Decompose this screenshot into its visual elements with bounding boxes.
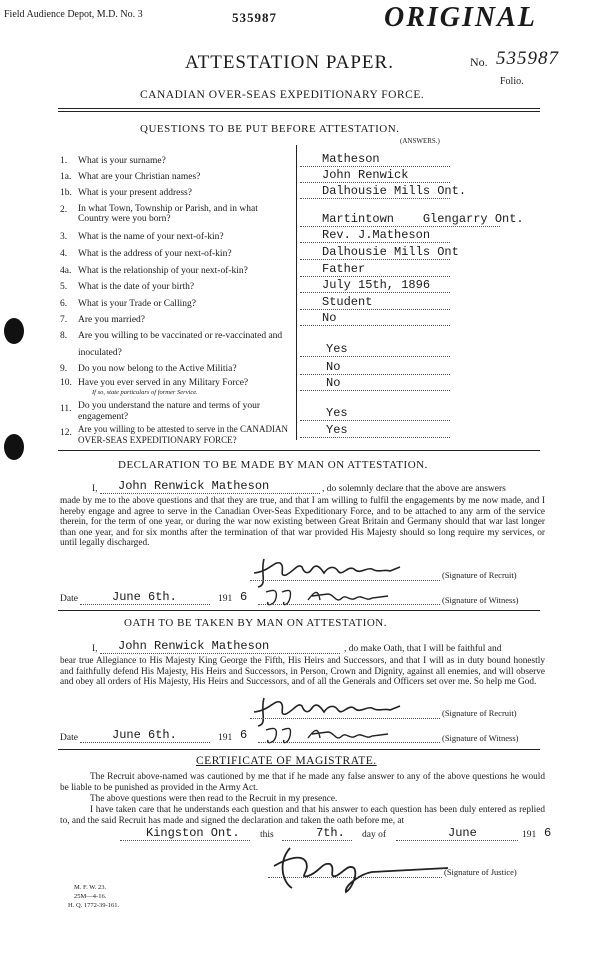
declaration-name-line [100,493,320,494]
footer-line-3: H. Q. 1772-39-161. [68,902,120,909]
declaration-recruit-sig-line [250,580,440,581]
header-rule-2 [58,111,540,112]
q4-number: 4. [60,249,68,259]
declaration-name: John Renwick Matheson [118,479,270,493]
oath-i: I, [92,644,98,654]
q10-subtext: If so, state particulars of former Service. [92,389,198,396]
declaration-date: June 6th. [112,590,177,604]
q6-answer-line [300,309,450,310]
q5-answer-line [300,292,450,293]
q2-answer: Martintown Glengarry Ont. [322,212,524,226]
q4-text: What is the address of your next-of-kin? [78,249,232,259]
corner-note: Field Audience Depot, M.D. No. 3 [4,9,143,20]
folio-label: Folio. [500,76,524,87]
document-title: ATTESTATION PAPER. [185,52,394,73]
certificate-this-label: this [260,830,274,840]
q4a-text: What is the relationship of your next-of-kin? [78,266,248,276]
q3-text: What is the name of your next-of-kin? [78,232,224,242]
header-rule-1 [58,108,540,109]
q5-number: 5. [60,282,68,292]
answers-divider [296,145,297,440]
certificate-heading: CERTIFICATE OF MAGISTRATE. [196,755,377,767]
oath-text: bear true Allegiance to His Majesty King George the Fifth, His Heirs and Successors, and that I will as in duty bound honestly and faithfully defend His Majesty, His Heirs and Successors, in Person, Crown and Dignity, against all enemies, and will observe and obey all orders of His Majesty, His Heirs and Successors, and of all the Generals and Officers set over me. So help me God. [60,656,545,687]
declaration-year-prefix: 191 [218,594,233,604]
q7-text: Are you married? [78,315,145,325]
punch-hole-top [4,318,24,344]
declaration-witness-sig-line [258,604,440,605]
q2-text: In what Town, Township or Parish, and in what Country were you born? [78,204,258,224]
certificate-year-prefix: 191 [522,830,537,840]
oath-bottom-rule [58,749,540,750]
number-label: No. [470,55,488,69]
oath-year-suffix: 6 [240,728,248,742]
q6-answer: Student [322,295,373,309]
declaration-recruit-sig-label: (Signature of Recruit) [442,570,517,580]
certificate-place-line [120,840,250,841]
q8-text: Are you willing to be vaccinated or re-vaccinated and inoculated? [78,331,283,358]
declaration-text: made by me to the above questions and that they are true, and that I am willing to fulfil the engagements by me now made, and I hereby engage and agree to serve in the Canadian Over-Seas Expeditionary Force, and to be attached to any arm of the service therein, for the term of one year, or during the war now existing between Great Britain and Germany should that war last longer than one year, and for six months after the termination of that war provided His Majesty should so long require my services, or until legally discharged. [60,496,545,548]
certificate-para1: The Recruit above-named was cautioned by me that if he made any false answer to any of the above questions he would be liable to be punished as provided in the Army Act. [60,772,545,793]
justice-sig-label: (Signature of Justice) [444,867,517,877]
q5-answer: July 15th, 1896 [322,278,431,292]
q9-number: 9. [60,364,68,374]
q1b-number: 1b. [60,188,72,198]
q2-answer-line [300,226,500,227]
footer-line-1: M. F. W. 23. [74,884,107,891]
q4-answer-line [300,259,450,260]
certificate-year-suffix: 6 [544,826,552,840]
oath-date-line [80,742,210,743]
q7-answer: No [322,311,337,325]
q9-answer-line [300,374,450,375]
oath-name-line [100,653,340,654]
q9-answer: No [326,360,341,374]
justice-signature [268,838,468,898]
declaration-date-line [80,604,210,605]
declaration-heading: DECLARATION TO BE MADE BY MAN ON ATTESTATION. [118,459,428,471]
q12-answer-line [300,437,450,438]
certificate-day-of-label: day of [362,830,387,840]
q11-answer: Yes [326,406,348,420]
q1-answer-line [300,166,450,167]
declaration-witness-sig-label: (Signature of Witness) [442,595,519,605]
certificate-month: June [448,826,477,840]
oath-recruit-sig-label: (Signature of Recruit) [442,708,517,718]
q1a-text: What are your Christian names? [78,172,201,182]
q4a-number: 4a. [60,266,72,276]
oath-text-line1: , do make Oath, that I will be faithful and [344,644,502,654]
q11-number: 11. [60,404,72,414]
q1-number: 1. [60,156,68,166]
declaration-i: I, [92,484,98,494]
q1b-answer-line [300,198,450,199]
q1a-answer-line [300,182,450,183]
q10-answer-line [300,390,450,391]
q4a-answer: Father [322,262,366,276]
certificate-day: 7th. [316,826,345,840]
declaration-witness-signature [258,582,408,612]
q1-text: What is your surname? [78,156,166,166]
oath-date: June 6th. [112,728,177,742]
q12-answer: Yes [326,423,348,437]
q4-answer: Dalhousie Mills Ont [322,245,459,259]
document-subtitle: CANADIAN OVER-SEAS EXPEDITIONARY FORCE. [140,89,425,101]
q11-text: Do you understand the nature and terms of your engagement? [78,401,261,422]
q1b-answer: Dalhousie Mills Ont. [322,184,467,198]
certificate-para3: I have taken care that he understands each question and that his answer to each question has been duly entered as replied to, and the said Recruit has made and signed the declaration and taken the oath before me, at [60,805,545,826]
q8-number: 8. [60,331,68,341]
q10-number: 10. [60,378,72,388]
q6-number: 6. [60,299,68,309]
footer-line-2: 25M—4-16. [74,893,107,900]
justice-sig-line [268,877,442,878]
q1b-text: What is your present address? [78,188,192,198]
regimental-number-top: 535987 [232,10,277,25]
q8-answer: Yes [326,342,348,356]
q3-number: 3. [60,232,68,242]
q5-text: What is the date of your birth? [78,282,195,292]
q11-answer-line [300,420,450,421]
q7-answer-line [300,325,450,326]
questions-bottom-rule [58,450,540,451]
q9-text: Do you now belong to the Active Militia? [78,364,237,374]
q7-number: 7. [60,315,68,325]
punch-hole-middle [4,434,24,460]
questions-heading: QUESTIONS TO BE PUT BEFORE ATTESTATION. [140,123,400,135]
answers-label: (ANSWERS.) [400,137,440,145]
certificate-para2: The above questions were then read to the Recruit in my presence. [90,794,338,804]
number-value: 535987 [496,48,559,69]
q1-answer: Matheson [322,152,380,166]
q1a-answer: John Renwick [322,168,409,182]
q2-number: 2. [60,205,68,215]
declaration-text-line1: , do solemnly declare that the above are answers [322,484,506,494]
q4a-answer-line [300,276,450,277]
q3-answer: Rev. J.Matheson [322,228,431,242]
q6-text: What is your Trade or Calling? [78,299,196,309]
declaration-date-label: Date [60,594,78,604]
certificate-place: Kingston Ont. [146,826,240,840]
q10-answer: No [326,376,341,390]
oath-year-prefix: 191 [218,733,233,743]
oath-date-label: Date [60,733,78,743]
q12-text: Are you willing to be attested to serve in the CANADIAN OVER-SEAS EXPEDITIONARY FORCE? [78,424,288,445]
q8-answer-line [300,356,450,357]
declaration-bottom-rule [58,610,540,611]
original-stamp: ORIGINAL [384,2,537,33]
oath-witness-signature [258,720,408,750]
declaration-year-suffix: 6 [240,590,248,604]
oath-name: John Renwick Matheson [118,639,270,653]
q3-answer-line [300,242,450,243]
oath-witness-sig-label: (Signature of Witness) [442,733,519,743]
q12-number: 12. [60,428,72,438]
q10-text: Have you ever served in any Military Force? [78,378,249,388]
q1a-number: 1a. [60,172,72,182]
oath-witness-sig-line [258,742,440,743]
oath-heading: OATH TO BE TAKEN BY MAN ON ATTESTATION. [124,617,387,629]
oath-recruit-sig-line [250,718,440,719]
